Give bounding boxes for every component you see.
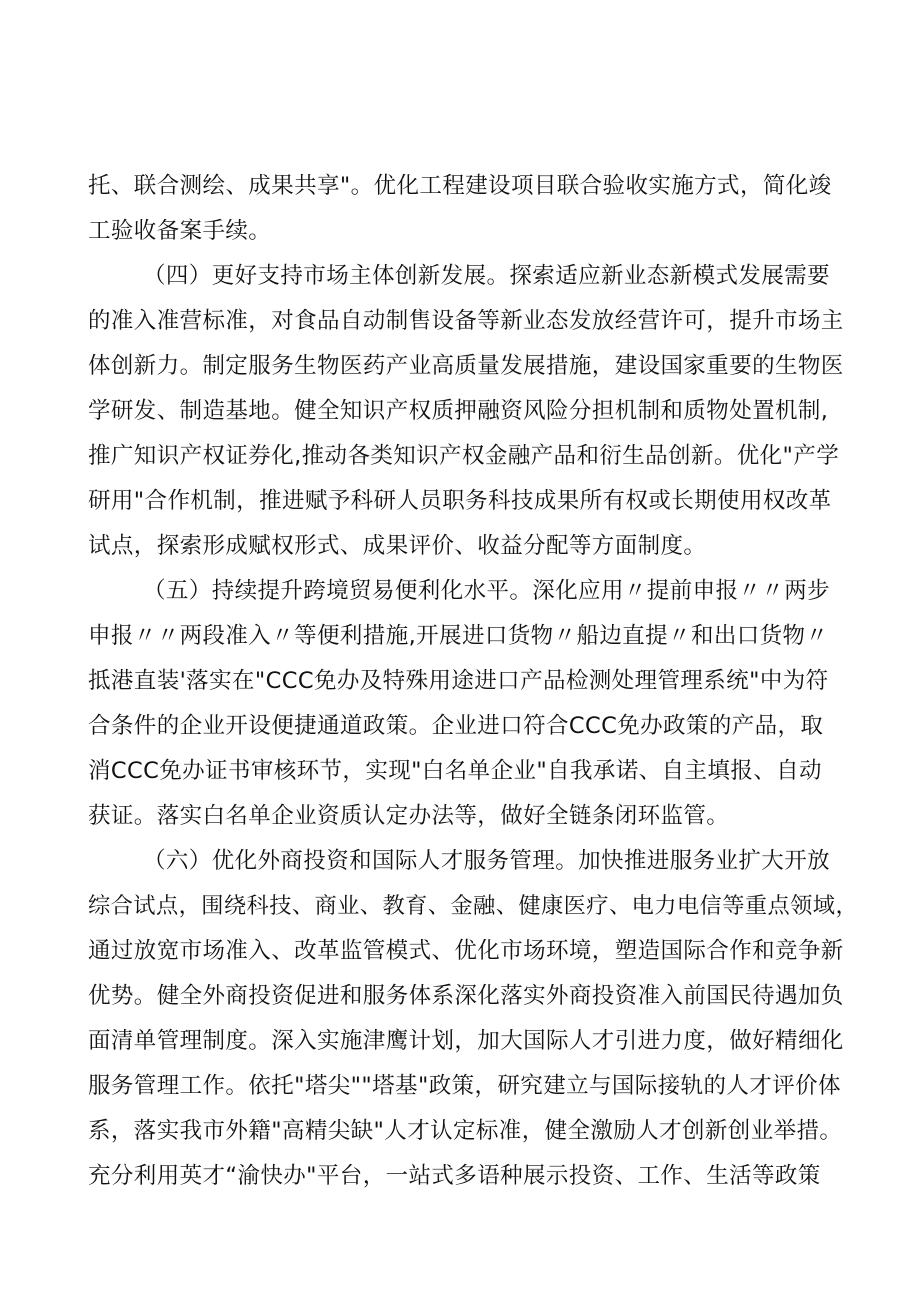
- body-line: 合条件的企业开设便捷通道政策。企业进口符合CCC免办政策的产品，取: [88, 713, 824, 739]
- section-heading-line: （五）持续提升跨境贸易便利化水平。深化应用〃提前申报〃〃两步: [143, 578, 831, 604]
- body-line: 体创新力。制定服务生物医药产业高质量发展措施，建设国家重要的生物医: [88, 353, 844, 379]
- section-heading-line: （六）优化外商投资和国际人才服务管理。加快推进服务业扩大开放: [143, 848, 831, 874]
- body-line: 工验收备案手续。: [88, 218, 272, 244]
- body-line: 申报〃〃两段准入〃等便利措施,开展进口货物〃船边直提〃和出口货物〃: [88, 623, 829, 649]
- body-line: 系，落实我市外籍"高精尖缺"人才认定标准，健全激励人才创新创业举措。: [88, 1118, 843, 1144]
- body-line: 托、联合测绘、成果共享"。优化工程建设项目联合验收实施方式，简化竣: [88, 173, 832, 199]
- body-line: 抵港直装'落实在"CCC免办及特殊用途进口产品检测处理管理系统"中为符: [88, 668, 829, 694]
- body-line: 试点，探索形成赋权形式、成果评价、收益分配等方面制度。: [88, 533, 707, 559]
- body-line: 获证。落实白名单企业资质认定办法等，做好全链条闭环监管。: [88, 803, 730, 829]
- body-line: 优势。健全外商投资促进和服务体系深化落实外商投资准入前国民待遇加负: [88, 983, 844, 1009]
- body-line: 服务管理工作。依托"塔尖""塔基"政策，研究建立与国际接轨的人才评价体: [88, 1073, 841, 1099]
- body-line: 充分利用英才“渝快办"平台，一站式多语种展示投资、工作、生活等政策: [88, 1163, 821, 1189]
- body-line: 通过放宽市场准入、改革监管模式、优化市场环境，塑造国际合作和竞争新: [88, 938, 844, 964]
- body-line: 研用"合作机制，推进赋予科研人员职务科技成果所有权或长期使用权改革: [88, 488, 832, 514]
- section-heading-line: （四）更好支持市场主体创新发展。探索适应新业态新模式发展需要: [143, 263, 831, 289]
- body-line: 的准入准营标准，对食品自动制售设备等新业态发放经营许可，提升市场主: [88, 308, 844, 334]
- body-line: 推广知识产权证券化,推动各类知识产权金融产品和衍生品创新。优化"产学: [88, 443, 840, 469]
- body-line: 学研发、制造基地。健全知识产权质押融资风险分担机制和质物处置机制,: [88, 398, 829, 424]
- body-line: 消CCC免办证书审核环节，实现"白名单企业"自我承诺、自主填报、自动: [88, 758, 822, 784]
- body-line: 综合试点，围绕科技、商业、教育、金融、健康医疗、电力电信等重点领域，: [88, 893, 859, 919]
- body-line: 面清单管理制度。深入实施津鹰计划，加大国际人才引进力度，做好精细化: [88, 1028, 844, 1054]
